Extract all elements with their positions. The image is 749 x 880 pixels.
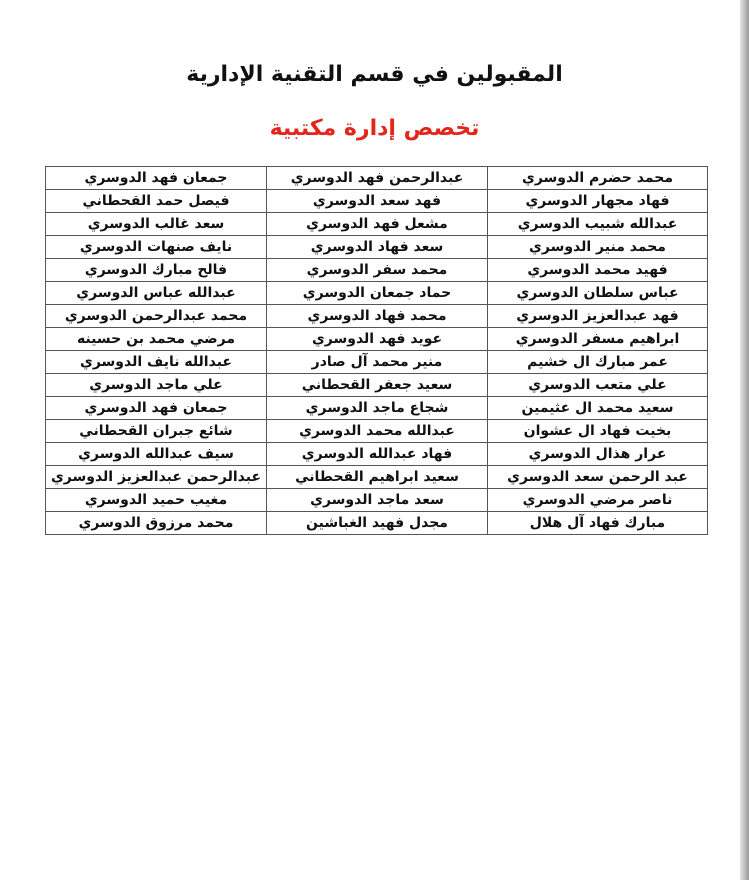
table-cell: محمد فهاد الدوسري: [267, 305, 488, 328]
table-cell: نايف صنهات الدوسري: [46, 236, 267, 259]
table-cell: سعد فهاد الدوسري: [267, 236, 488, 259]
table-row: [46, 512, 708, 535]
page-subtitle: تخصص إدارة مكتبية: [269, 116, 480, 141]
table-cell: عبدالرحمن عبدالعزيز الدوسري: [46, 466, 267, 489]
table-cell: محمد عبدالرحمن الدوسري: [46, 305, 267, 328]
table-cell: عباس سلطان الدوسري: [488, 282, 708, 305]
table-cell: شجاع ماجد الدوسري: [267, 397, 488, 420]
names-table: [45, 166, 708, 535]
table-row: [46, 374, 708, 397]
table-cell: فيصل حمد القحطاني: [46, 190, 267, 213]
table-row: [46, 282, 708, 305]
table-cell: عويد فهد الدوسري: [267, 328, 488, 351]
table-row: [46, 236, 708, 259]
table-row: [46, 397, 708, 420]
table-row: [46, 443, 708, 466]
names-table-body: [46, 167, 708, 535]
table-cell: جمعان فهد الدوسري: [46, 167, 267, 190]
table-cell: حماد جمعان الدوسري: [267, 282, 488, 305]
table-cell: بخيت فهاد ال عشوان: [488, 420, 708, 443]
table-cell: جمعان فهد الدوسري: [46, 397, 267, 420]
table-cell: مغيب حميد الدوسري: [46, 489, 267, 512]
table-cell: سعد ماجد الدوسري: [267, 489, 488, 512]
table-cell: فهد سعد الدوسري: [267, 190, 488, 213]
table-cell: سعد غالب الدوسري: [46, 213, 267, 236]
table-row: [46, 328, 708, 351]
table-cell: سيف عبدالله الدوسري: [46, 443, 267, 466]
table-cell: عبدالله محمد الدوسري: [267, 420, 488, 443]
table-row: [46, 213, 708, 236]
table-cell: عبدالله شبيب الدوسري: [488, 213, 708, 236]
table-cell: فهاد مجهار الدوسري: [488, 190, 708, 213]
table-cell: فهيد محمد الدوسري: [488, 259, 708, 282]
table-cell: فهاد عبدالله الدوسري: [267, 443, 488, 466]
table-row: [46, 190, 708, 213]
table-cell: سعيد جعفر القحطاني: [267, 374, 488, 397]
table-cell: منير محمد آل صادر: [267, 351, 488, 374]
page-edge-shadow: [740, 0, 749, 880]
table-cell: سعيد ابراهيم القحطاني: [267, 466, 488, 489]
table-cell: علي متعب الدوسري: [488, 374, 708, 397]
table-row: [46, 259, 708, 282]
table-cell: عبد الرحمن سعد الدوسري: [488, 466, 708, 489]
table-cell: ناصر مرضي الدوسري: [488, 489, 708, 512]
table-row: [46, 420, 708, 443]
table-cell: عرار هذال الدوسري: [488, 443, 708, 466]
page-title: المقبولين في قسم التقنية الإدارية: [186, 62, 563, 87]
table-row: [46, 489, 708, 512]
table-row: [46, 167, 708, 190]
table-cell: علي ماجد الدوسري: [46, 374, 267, 397]
table-row: [46, 351, 708, 374]
table-cell: مجدل فهيد الغباشين: [267, 512, 488, 535]
table-cell: سعيد محمد ال عثيمين: [488, 397, 708, 420]
table-cell: ابراهيم مسفر الدوسري: [488, 328, 708, 351]
table-cell: عمر مبارك ال خشيم: [488, 351, 708, 374]
table-row: [46, 466, 708, 489]
table-cell: محمد منير الدوسري: [488, 236, 708, 259]
table-cell: شائع جبران القحطاني: [46, 420, 267, 443]
table-cell: عبدالله نايف الدوسري: [46, 351, 267, 374]
table-cell: عبدالرحمن فهد الدوسري: [267, 167, 488, 190]
table-row: [46, 305, 708, 328]
table-cell: فهد عبدالعزيز الدوسري: [488, 305, 708, 328]
table-cell: محمد سفر الدوسري: [267, 259, 488, 282]
table-cell: محمد حضرم الدوسري: [488, 167, 708, 190]
table-cell: عبدالله عباس الدوسري: [46, 282, 267, 305]
table-cell: مشعل فهد الدوسري: [267, 213, 488, 236]
table-cell: فالح مبارك الدوسري: [46, 259, 267, 282]
table-cell: محمد مرزوق الدوسري: [46, 512, 267, 535]
table-cell: مبارك فهاد آل هلال: [488, 512, 708, 535]
table-cell: مرضي محمد بن حسينه: [46, 328, 267, 351]
